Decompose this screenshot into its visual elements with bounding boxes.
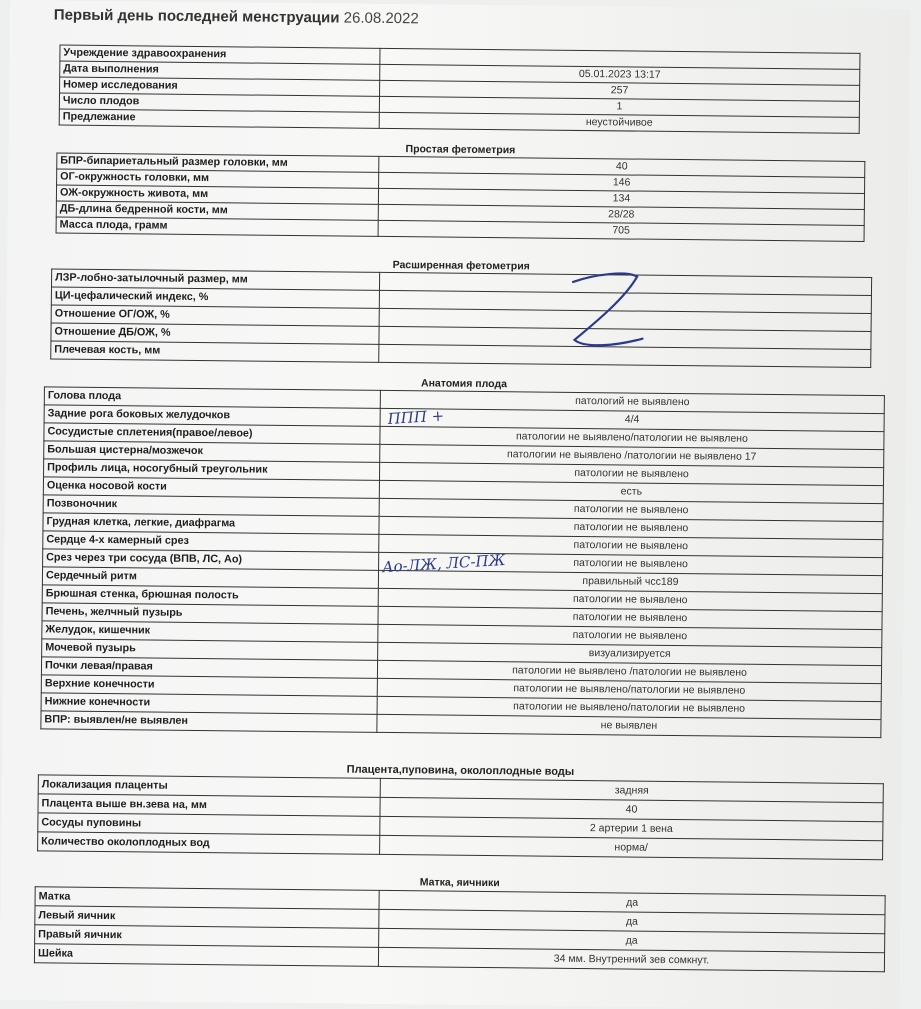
row-label: Срез через три сосуда (ВПВ, ЛС, Ао): [43, 549, 379, 571]
uterus-title: Матка, яичники: [419, 876, 500, 890]
row-value: патологии не выявлено /патологии не выявлено 17: [380, 444, 884, 467]
row-value: патологии не выявлено: [379, 516, 883, 539]
row-value: 705: [378, 220, 864, 241]
row-label: Предлежание: [59, 109, 379, 128]
row-label: Шейка: [34, 944, 378, 967]
row-label: Плечевая кость, мм: [51, 341, 379, 362]
row-label: Брюшная стенка, брюшная полость: [42, 585, 378, 607]
row-label: Масса плода, грамм: [56, 217, 378, 236]
anatomy-title: Анатомия плода: [420, 377, 508, 391]
row-value: правильный чсс189: [378, 570, 882, 593]
row-value: патологий не выявлено: [380, 390, 884, 413]
handwritten-note-vessels: Ао-ЛЖ, ЛС-ПЖ: [381, 550, 506, 577]
handwritten-z-mark: [554, 268, 655, 359]
row-label: Локализация плаценты: [38, 775, 380, 798]
row-value: патологии не выявлено: [378, 606, 882, 629]
row-label: Печень, желчный пузырь: [42, 603, 378, 625]
row-label: ДБ-длина бедренной кости, мм: [56, 201, 378, 220]
row-value: 257: [380, 80, 860, 101]
row-label: Грудная клетка, легкие, диафрагма: [43, 513, 379, 535]
row-label: Позвоночник: [43, 495, 379, 517]
row-value: патологии не выявлено: [378, 588, 882, 611]
row-value: патологии не выявлено: [379, 552, 883, 575]
row-value: 40: [379, 156, 865, 177]
lmp-label: Первый день последней менструации: [53, 6, 340, 27]
row-label: Учреждение здравоохранения: [60, 45, 380, 64]
row-value: патологии не выявлено: [379, 498, 883, 521]
uterus-table: [34, 886, 886, 972]
row-value: 146: [379, 172, 865, 193]
row-label: ЛЗР-лобно-затылочный размер, мм: [51, 269, 379, 290]
placenta-title: Плацента,пуповина, околоплодные воды: [346, 763, 575, 778]
extended-fetometry-title: Расширенная фетометрия: [392, 259, 530, 273]
row-label: Сосуды пуповины: [38, 813, 380, 836]
row-value: 28/28: [378, 204, 864, 225]
row-label: Профиль лица, носогубный треугольник: [44, 459, 380, 481]
row-label: Сосудистые сплетения(правое/левое): [44, 423, 380, 445]
row-label: Плацента выше вн.зева на, мм: [38, 794, 380, 817]
row-value: да: [379, 928, 885, 952]
row-label: Задние рога боковых желудочков: [44, 405, 380, 427]
row-label: Сердечный ритм: [42, 567, 378, 589]
row-value: 2 артерии 1 вена: [380, 816, 883, 840]
row-value: патологии не выявлено: [378, 624, 882, 647]
row-label: Голова плода: [44, 387, 380, 409]
row-value: задняя: [380, 778, 883, 802]
row-value: есть: [379, 480, 883, 503]
lmp-date: 26.08.2022: [343, 9, 419, 28]
row-value: визуализируется: [378, 642, 882, 665]
extended-fetometry-table: [50, 268, 872, 368]
row-value: 1: [379, 96, 859, 117]
placenta-table: [37, 774, 884, 860]
row-value: 34 мм. Внутренний зев сомкнут.: [378, 947, 884, 971]
row-label: Матка: [35, 887, 379, 910]
row-label: ОЖ-окружность живота, мм: [56, 185, 378, 204]
row-value: патологии не выявлено/патологии не выявлено: [377, 678, 881, 701]
row-label: Левый яичник: [35, 906, 379, 929]
row-label: Отношение ОГ/ОЖ, %: [51, 305, 379, 326]
row-label: Большая цистерна/мозжечок: [44, 441, 380, 463]
row-value: патологии не выявлено /патологии не выявлено: [377, 660, 881, 683]
row-label: Число плодов: [59, 93, 379, 112]
row-label: Верхние конечности: [41, 675, 377, 697]
row-label: Нижние конечности: [41, 693, 377, 715]
row-label: Желудок, кишечник: [42, 621, 378, 643]
handwritten-note-ppp: ППП +: [387, 406, 445, 428]
row-value: норма/: [380, 835, 883, 859]
row-label: Сердце 4-х камерный срез: [43, 531, 379, 553]
row-label: ВПР: выявлен/не выявлен: [41, 711, 377, 733]
row-value: 40: [380, 797, 883, 821]
row-value: не выявлен: [377, 714, 881, 737]
row-value: патологии не выявлено/патологии не выявлено: [377, 696, 881, 719]
general-info-table: [59, 45, 861, 134]
row-value: да: [379, 909, 885, 933]
row-value: патологии не выявлено: [379, 462, 883, 485]
row-label: Почки левая/правая: [41, 657, 377, 679]
row-value: неустойчивое: [379, 112, 859, 133]
row-value: патологии не выявлено: [379, 534, 883, 557]
row-value: 05.01.2023 13:17: [380, 64, 860, 85]
row-value: да: [379, 890, 885, 914]
simple-fetometry-title: Простая фетометрия: [405, 143, 516, 157]
row-label: БПР-бипариетальный размер головки, мм: [57, 153, 379, 172]
document-header: [54, 6, 419, 27]
row-label: Дата выполнения: [60, 61, 380, 80]
row-value: 4/4: [380, 408, 884, 431]
row-label: Мочевой пузырь: [42, 639, 378, 661]
row-label: ОГ-окружность головки, мм: [57, 169, 379, 188]
row-label: ЦИ-цефалический индекс, %: [51, 287, 379, 308]
simple-fetometry-table: [56, 152, 866, 241]
row-label: Номер исследования: [60, 77, 380, 96]
row-value: 134: [378, 188, 864, 209]
row-label: Оценка носовой кости: [43, 477, 379, 499]
row-label: Отношение ДБ/ОЖ, %: [51, 323, 379, 344]
row-value: патологии не выявлено/патологии не выявлено: [380, 426, 884, 449]
row-label: Правый яичник: [35, 925, 379, 948]
row-label: Количество околоплодных вод: [38, 832, 380, 855]
